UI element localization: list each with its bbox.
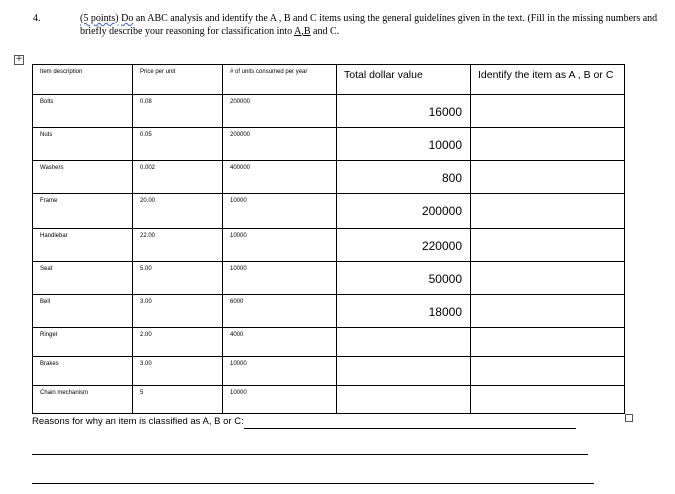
header-units-consumed: # of units consumed per year — [223, 65, 337, 95]
price-cell: 22.00 — [133, 229, 223, 262]
table-row — [33, 161, 625, 194]
table-row — [33, 357, 625, 386]
price-cell: 5.00 — [133, 262, 223, 295]
header-abc-class: Identify the item as A , B or C — [471, 65, 625, 95]
question-text — [80, 12, 660, 38]
price-cell: 0.002 — [133, 161, 223, 194]
reasons-label: Reasons for why an item is classified as A, B or C: — [32, 416, 244, 427]
units-cell: 6000 — [223, 295, 337, 328]
units-cell: 10000 — [223, 262, 337, 295]
table-row — [33, 128, 625, 161]
price-cell: 3.00 — [133, 295, 223, 328]
question-number: 4. — [33, 13, 41, 24]
abc-class-cell[interactable] — [471, 161, 625, 194]
class-a-label: A — [294, 26, 302, 37]
abc-class-cell[interactable] — [471, 95, 625, 128]
item-description-cell: Ringer — [33, 328, 133, 357]
table-row — [33, 229, 625, 262]
units-cell: 200000 — [223, 95, 337, 128]
abc-class-cell[interactable] — [471, 194, 625, 229]
units-cell: 10000 — [223, 194, 337, 229]
header-price-per-unit: Price per unit — [133, 65, 223, 95]
item-description-cell: Bolts — [33, 95, 133, 128]
comma: , — [301, 26, 304, 37]
abc-class-cell[interactable] — [471, 386, 625, 414]
units-cell: 200000 — [223, 128, 337, 161]
answer-line-3[interactable] — [32, 483, 594, 484]
item-description-cell: Handlebar — [33, 229, 133, 262]
price-cell: 3.00 — [133, 357, 223, 386]
total-dollar-cell[interactable]: 800 — [337, 161, 471, 194]
item-description-cell: Bell — [33, 295, 133, 328]
item-description-cell: Nuts — [33, 128, 133, 161]
table-row — [33, 295, 625, 328]
abc-class-cell[interactable] — [471, 295, 625, 328]
abc-class-cell[interactable] — [471, 229, 625, 262]
question-body: an ABC analysis and identify the A , B and C items using the general guidelines given in the text. (Fill in the missing numbers and briefly describe your reasoning for classification into — [80, 13, 658, 37]
header-item-description: Item description — [33, 65, 133, 95]
table-row — [33, 386, 625, 414]
table-header-row — [33, 65, 625, 95]
price-cell: 20.00 — [133, 194, 223, 229]
units-cell: 10000 — [223, 229, 337, 262]
total-dollar-cell[interactable]: 18000 — [337, 295, 471, 328]
total-dollar-cell[interactable]: 200000 — [337, 194, 471, 229]
item-description-cell: Frame — [33, 194, 133, 229]
item-description-cell: Brakes — [33, 357, 133, 386]
total-dollar-cell[interactable] — [337, 328, 471, 357]
price-cell: 0.08 — [133, 95, 223, 128]
abc-class-cell[interactable] — [471, 262, 625, 295]
total-dollar-cell[interactable]: 16000 — [337, 95, 471, 128]
header-total-dollar-value: Total dollar value — [337, 65, 471, 95]
total-dollar-cell[interactable] — [337, 386, 471, 414]
item-description-cell: Chain mechanism — [33, 386, 133, 414]
abc-class-cell[interactable] — [471, 357, 625, 386]
total-dollar-cell[interactable]: 220000 — [337, 229, 471, 262]
class-b-label: B — [303, 26, 311, 37]
price-cell: 0.05 — [133, 128, 223, 161]
do-word: Do — [121, 13, 134, 24]
item-description-cell: Washers — [33, 161, 133, 194]
units-cell: 400000 — [223, 161, 337, 194]
price-cell: 5 — [133, 386, 223, 414]
points-label: (5 points) — [80, 13, 119, 24]
abc-class-cell[interactable] — [471, 328, 625, 357]
table-row — [33, 95, 625, 128]
units-cell: 4000 — [223, 328, 337, 357]
total-dollar-cell[interactable]: 10000 — [337, 128, 471, 161]
table-row — [33, 328, 625, 357]
answer-line-2[interactable] — [32, 454, 588, 455]
total-dollar-cell[interactable]: 50000 — [337, 262, 471, 295]
total-dollar-cell[interactable] — [337, 357, 471, 386]
table-resize-handle-icon[interactable] — [625, 414, 633, 422]
units-cell: 10000 — [223, 386, 337, 414]
reasons-blank-line[interactable] — [244, 428, 576, 429]
table-row — [33, 194, 625, 229]
abc-table — [32, 64, 625, 414]
price-cell: 2.00 — [133, 328, 223, 357]
table-row — [33, 262, 625, 295]
item-description-cell: Seat — [33, 262, 133, 295]
abc-class-cell[interactable] — [471, 128, 625, 161]
table-move-handle-icon[interactable]: + — [15, 54, 23, 64]
units-cell: 10000 — [223, 357, 337, 386]
question-end: and C. — [310, 26, 340, 37]
